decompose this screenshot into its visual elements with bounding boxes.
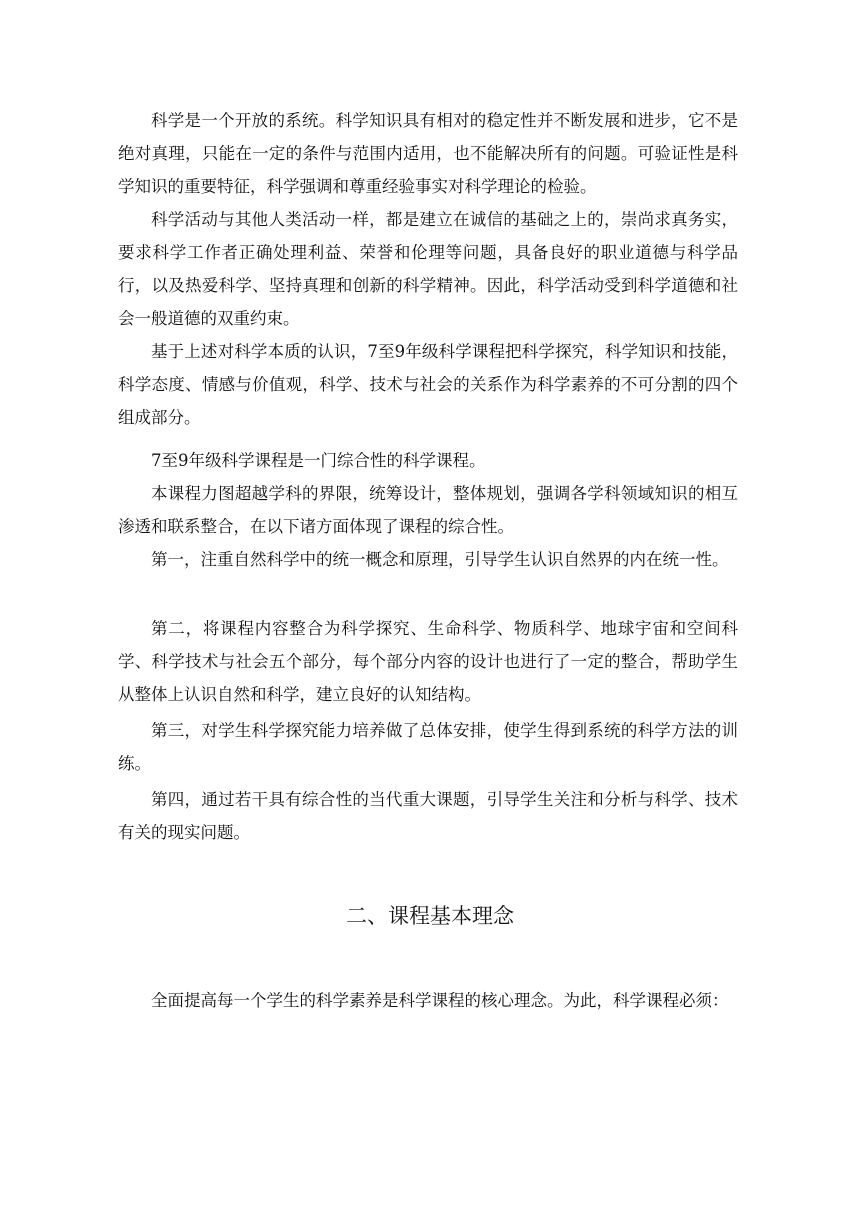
- paragraph-core-concept: 全面提高每一个学生的科学素养是科学课程的核心理念。为此，科学课程必须：: [151, 991, 729, 1010]
- paragraph-four-components: 基于上述对科学本质的认识，7至9年级科学课程把科学探究，科学知识和技能，科学态度、情感与价值观，科学、技术与社会的关系作为科学素养的不可分割的四个组成部分。: [118, 342, 738, 427]
- section-heading: 二、课程基本理念: [346, 904, 514, 928]
- paragraph-science-open-system: 科学是一个开放的系统。科学知识具有相对的稳定性并不断发展和进步，它不是绝对真理，只能在一定的条件与范围内适用，也不能解决所有的问题。可验证性是科学知识的重要特征，科学强调和尊重经验事实对科学理论的检验。: [118, 111, 738, 196]
- paragraph-integrated-course: 7至9年级科学课程是一门综合性的科学课程。: [151, 451, 486, 470]
- paragraph-science-ethics: 科学活动与其他人类活动一样，都是建立在诚信的基础之上的，崇尚求真务实，要求科学工作者正确处理利益、荣誉和伦理等问题，具备良好的职业道德与科学品行，以及热爱科学、坚持真理和创新的科学精神。因此，科学活动受到科学道德和社会一般道德的双重约束。: [118, 210, 738, 328]
- paragraph-point-two: 第二，将课程内容整合为科学探究、生命科学、物质科学、地球宇宙和空间科学、科学技术与社会五个部分，每个部分内容的设计也进行了一定的整合，帮助学生从整体上认识自然和科学，建立良好的认知结构。: [118, 619, 738, 704]
- paragraph-beyond-disciplines: 本课程力图超越学科的界限，统筹设计，整体规划，强调各学科领域知识的相互渗透和联系整合，在以下诸方面体现了课程的综合性。: [118, 484, 738, 536]
- paragraph-point-one: 第一，注重自然科学中的统一概念和原理，引导学生认识自然界的内在统一性。: [151, 550, 729, 569]
- paragraph-point-four: 第四，通过若干具有综合性的当代重大课题，引导学生关注和分析与科学、技术有关的现实问题。: [118, 790, 738, 842]
- paragraph-point-three: 第三，对学生科学探究能力培养做了总体安排，使学生得到系统的科学方法的训练。: [118, 721, 738, 773]
